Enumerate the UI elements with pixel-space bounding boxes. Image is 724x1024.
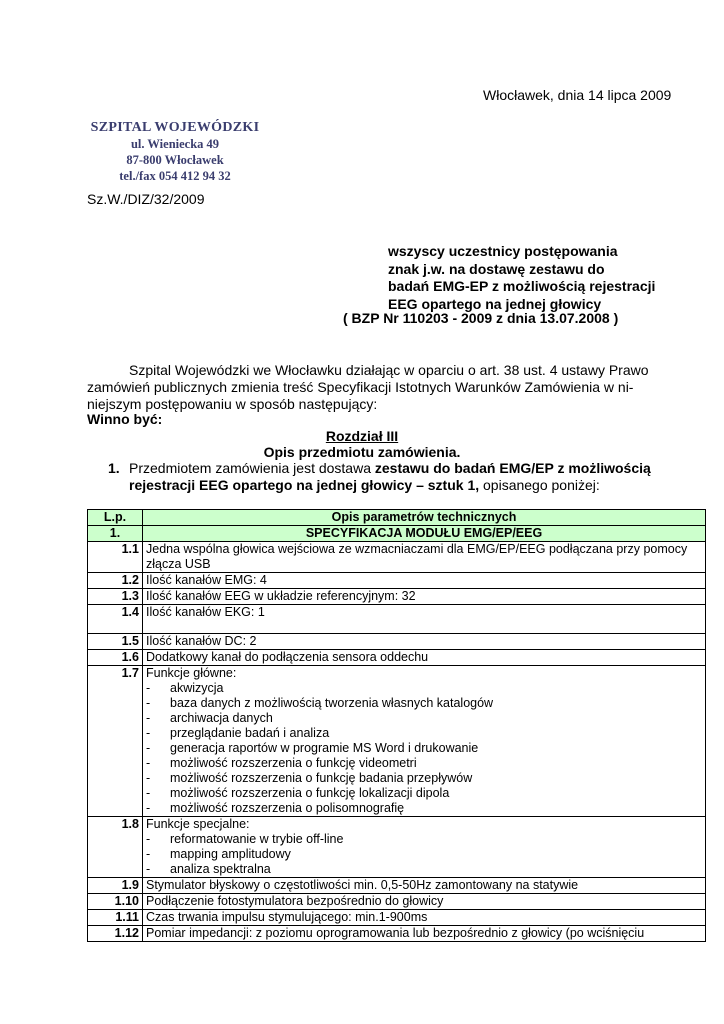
bullet-dash: - <box>146 847 151 861</box>
row-desc <box>143 878 706 894</box>
table-section-row <box>88 526 706 542</box>
bullet-item <box>146 711 702 726</box>
row-text: Czas trwania impulsu stymulującego: min.1-900ms <box>146 910 428 924</box>
hospital-phone: tel./fax 054 412 94 32 <box>119 169 231 183</box>
point-text-bold: zestawu do badań EMG/EP z możliwością rejestracji EEG opartego na jednej głowicy – sztuk 1, <box>129 460 651 493</box>
bullet-text: baza danych z możliwością tworzenia własnych katalogów <box>170 696 494 710</box>
bullet-item <box>146 756 702 771</box>
intro-text: Szpital Wojewódzki we Włocławku działając w oparciu o art. 38 ust. 4 ustawy Prawo zamówień publicznych zmienia treść Specyfikacji Istotnych Warunków Zamówienia w ni-niejszym postępowaniu w sposób następujący: <box>87 362 649 412</box>
row-text: Jedna wspólna głowica wejściowa ze wzmacniaczami dla EMG/EP/EEG podłączana przy pomocy złącza USB <box>146 542 688 571</box>
bullet-dash: - <box>146 741 151 755</box>
row-desc <box>143 605 706 634</box>
row-desc <box>143 650 706 666</box>
table-row <box>88 666 706 817</box>
bullet-dash: - <box>146 786 151 800</box>
bullet-text: archiwacja danych <box>170 711 273 725</box>
row-lp: 1.10 <box>88 894 143 910</box>
row-text: Ilość kanałów EMG: 4 <box>146 573 267 587</box>
addressee-line: znak j.w. na dostawę zestawu do <box>388 260 605 277</box>
row-text: Funkcje główne: <box>146 666 237 680</box>
table-row <box>88 910 706 926</box>
bullet-item <box>146 681 702 696</box>
bullet-text: analiza spektralna <box>170 862 271 876</box>
row-lp: 1.3 <box>88 589 143 605</box>
chapter-title: Opis przedmiotu zamówienia. <box>263 444 461 460</box>
bullet-text: możliwość rozszerzenia o polisomnografię <box>170 801 405 815</box>
addressee-line: badań EMG-EP z możliwością rejestracji <box>388 278 656 294</box>
bullet-dash: - <box>146 756 151 770</box>
row-lp: 1.12 <box>88 926 143 942</box>
table-row <box>88 878 706 894</box>
row-desc <box>143 573 706 589</box>
table-row <box>88 926 706 942</box>
bullet-item <box>146 771 702 786</box>
row-text: Podłączenie fotostymulatora bezpośrednio do głowicy <box>146 894 444 908</box>
row-desc <box>143 817 706 878</box>
table-row <box>88 817 706 878</box>
bullet-text: możliwość rozszerzenia o funkcję badania przepływów <box>170 771 473 785</box>
row-lp: 1.4 <box>88 605 143 634</box>
bullet-dash: - <box>146 681 151 695</box>
table-row <box>88 634 706 650</box>
bullet-text: przeglądanie badań i analiza <box>170 726 330 740</box>
bullet-item <box>146 786 702 801</box>
row-desc <box>143 894 706 910</box>
row-text: Pomiar impedancji: z poziomu oprogramowania lub bezpośrednio z głowicy (po wciśnięciu <box>146 926 645 940</box>
section-lp: 1. <box>88 526 143 542</box>
row-lp: 1.1 <box>88 542 143 573</box>
bullet-item <box>146 696 702 711</box>
bullet-text: akwizycja <box>170 681 224 695</box>
section-desc: SPECYFIKACJA MODUŁU EMG/EP/EEG <box>143 526 706 542</box>
hospital-street: ul. Wieniecka 49 <box>130 137 220 151</box>
hospital-city: 87-800 Włocławek <box>126 153 224 167</box>
bullet-dash: - <box>146 832 151 846</box>
bullet-item <box>146 862 702 877</box>
chapter-heading: Rozdział III <box>325 428 399 444</box>
bzp-reference: ( BZP Nr 110203 - 2009 z dnia 13.07.2008 ) <box>343 310 619 326</box>
table-row <box>88 605 706 634</box>
bullet-item <box>146 741 702 756</box>
point-1 <box>108 460 688 494</box>
winno-heading: Winno być: <box>87 411 163 427</box>
row-text: Ilość kanałów DC: 2 <box>146 634 257 648</box>
header-lp: L.p. <box>88 510 143 526</box>
row-lp: 1.8 <box>88 817 143 878</box>
intro-paragraph <box>87 362 667 413</box>
row-desc <box>143 926 706 942</box>
bullet-item <box>146 832 702 847</box>
hospital-name: SZPITAL WOJEWÓDZKI <box>90 120 260 135</box>
row-text: Stymulator błyskowy o częstotliwości min. 0,5-50Hz zamontowany na statywie <box>146 878 579 892</box>
bullet-text: mapping amplitudowy <box>170 847 291 861</box>
bullet-dash: - <box>146 801 151 815</box>
bullet-text: możliwość rozszerzenia o funkcję lokalizacji dipola <box>170 786 450 800</box>
hospital-stamp <box>70 120 280 184</box>
row-lp: 1.9 <box>88 878 143 894</box>
bullet-item <box>146 847 702 862</box>
row-desc <box>143 542 706 573</box>
point-text-post: opisanego poniżej: <box>479 477 600 493</box>
reference-number: Sz.W./DIZ/32/2009 <box>87 191 205 207</box>
point-number: 1. <box>108 460 120 476</box>
bullet-text: możliwość rozszerzenia o funkcję videometri <box>170 756 417 770</box>
table-row <box>88 894 706 910</box>
table-row <box>88 573 706 589</box>
header-desc: Opis parametrów technicznych <box>143 510 706 526</box>
table-row <box>88 542 706 573</box>
table-header-row <box>88 510 706 526</box>
row-desc <box>143 589 706 605</box>
row-text: Funkcje specjalne: <box>146 817 250 831</box>
row-lp: 1.6 <box>88 650 143 666</box>
addressee-line: wszyscy uczestnicy postępowania <box>388 243 618 259</box>
addressee-block <box>388 243 655 313</box>
bullet-dash: - <box>146 771 151 785</box>
row-text: Dodatkowy kanał do podłączenia sensora oddechu <box>146 650 429 664</box>
bullet-dash: - <box>146 726 151 740</box>
bullet-dash: - <box>146 696 151 710</box>
bullet-text: reformatowanie w trybie off-line <box>170 832 344 846</box>
row-lp: 1.11 <box>88 910 143 926</box>
bullet-item <box>146 726 702 741</box>
row-text: Ilość kanałów EKG: 1 <box>146 605 265 619</box>
row-text: Ilość kanałów EEG w układzie referencyjnym: 32 <box>146 589 416 603</box>
table-row <box>88 650 706 666</box>
point-text-pre: Przedmiotem zamówienia jest dostawa <box>129 460 375 476</box>
row-lp: 1.5 <box>88 634 143 650</box>
addressee-line: EEG opartego na jednej głowicy <box>388 295 602 312</box>
place-date: Włocławek, dnia 14 lipca 2009 <box>483 87 672 103</box>
row-lp: 1.7 <box>88 666 143 817</box>
row-lp: 1.2 <box>88 573 143 589</box>
bullet-text: generacja raportów w programie MS Word i drukowanie <box>170 741 479 755</box>
bullet-dash: - <box>146 862 151 876</box>
point-text <box>129 460 688 494</box>
row-desc <box>143 910 706 926</box>
row-desc <box>143 666 706 817</box>
spec-table <box>87 509 706 942</box>
table-row <box>88 589 706 605</box>
bullet-dash: - <box>146 711 151 725</box>
bullet-item <box>146 801 702 816</box>
row-desc <box>143 634 706 650</box>
